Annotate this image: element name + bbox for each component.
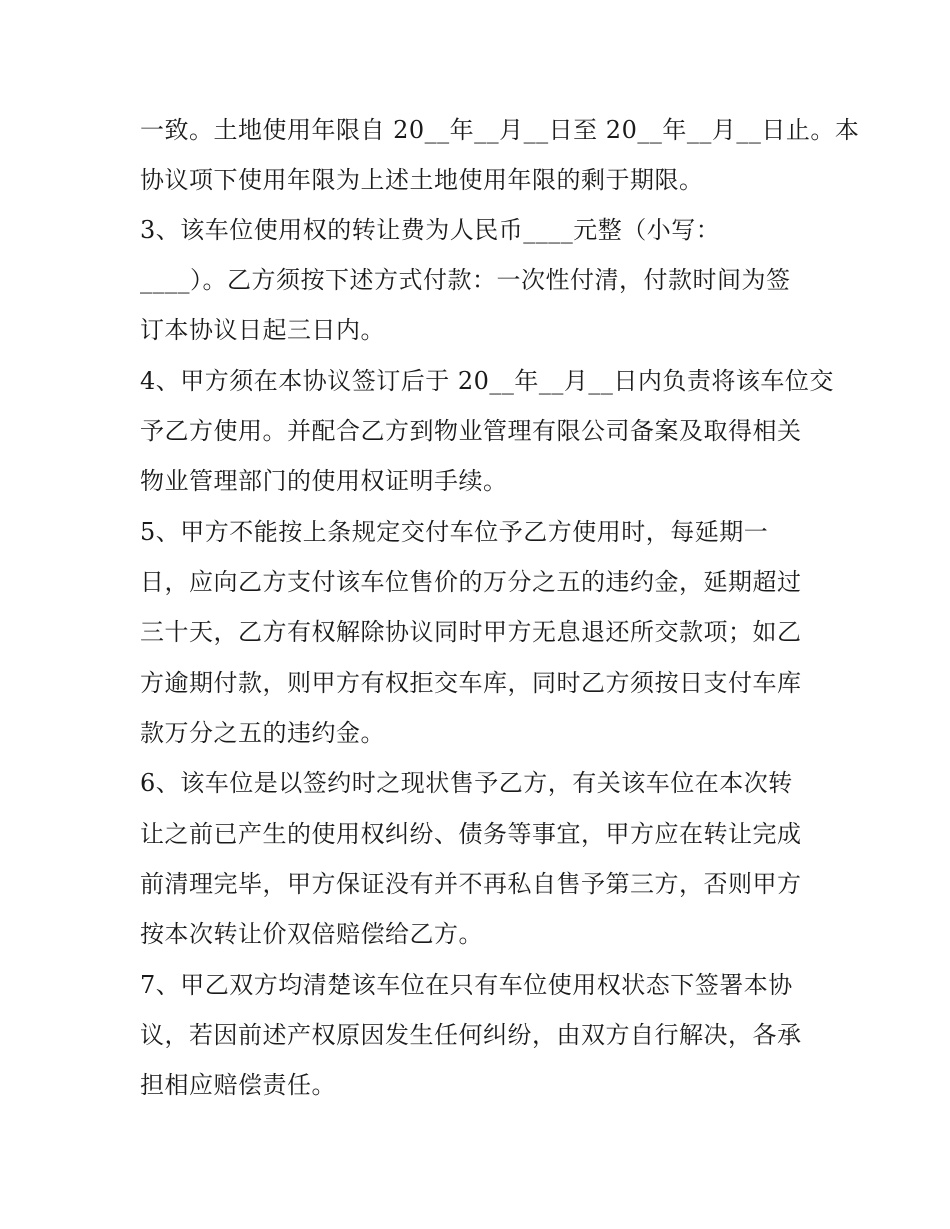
text-line: 按本次转让价双倍赔偿给乙方。 bbox=[140, 920, 483, 948]
clause-6-line: 6、该车位是以签约时之现状售予乙方，有关该车位在本次转 bbox=[140, 769, 793, 797]
clause-5-line: 5、甲方不能按上条规定交付车位予乙方使用时，每延期一 bbox=[140, 518, 769, 546]
text-line: 款万分之五的违约金。 bbox=[140, 719, 385, 747]
text-line: 议，若因前述产权原因发生任何纠纷，由双方自行解决，各承 bbox=[140, 1021, 802, 1049]
text-line: 协议项下使用年限为上述土地使用年限的剩于期限。 bbox=[140, 166, 704, 194]
text-line: 日，应向乙方支付该车位售价的万分之五的违约金，延期超过 bbox=[140, 568, 802, 596]
text-line: 订本协议日起三日内。 bbox=[140, 316, 385, 344]
clause-3-line: 3、该车位使用权的转让费为人民币____元整（小写： bbox=[140, 216, 721, 244]
text-line: 物业管理部门的使用权证明手续。 bbox=[140, 467, 508, 495]
text-line: 一致。土地使用年限自 20__年__月__日至 20__年__月__日止。本 bbox=[140, 116, 860, 144]
clause-7-line: 7、甲乙双方均清楚该车位在只有车位使用权状态下签署本协 bbox=[140, 971, 793, 999]
text-line: ____）。乙方须按下述方式付款：一次性付清，付款时间为签 bbox=[140, 266, 791, 294]
clause-4-line: 4、甲方须在本协议签订后于 20__年__月__日内负责将该车位交 bbox=[140, 367, 834, 395]
text-line: 予乙方使用。并配合乙方到物业管理有限公司备案及取得相关 bbox=[140, 417, 802, 445]
text-line: 让之前已产生的使用权纠纷、债务等事宜，甲方应在转让完成 bbox=[140, 820, 802, 848]
text-line: 三十天，乙方有权解除协议同时甲方无息退还所交款项；如乙 bbox=[140, 618, 802, 646]
text-line: 担相应赔偿责任。 bbox=[140, 1071, 336, 1099]
text-line: 方逾期付款，则甲方有权拒交车库，同时乙方须按日支付车库 bbox=[140, 669, 802, 697]
text-line: 前清理完毕，甲方保证没有并不再私自售予第三方，否则甲方 bbox=[140, 870, 802, 898]
